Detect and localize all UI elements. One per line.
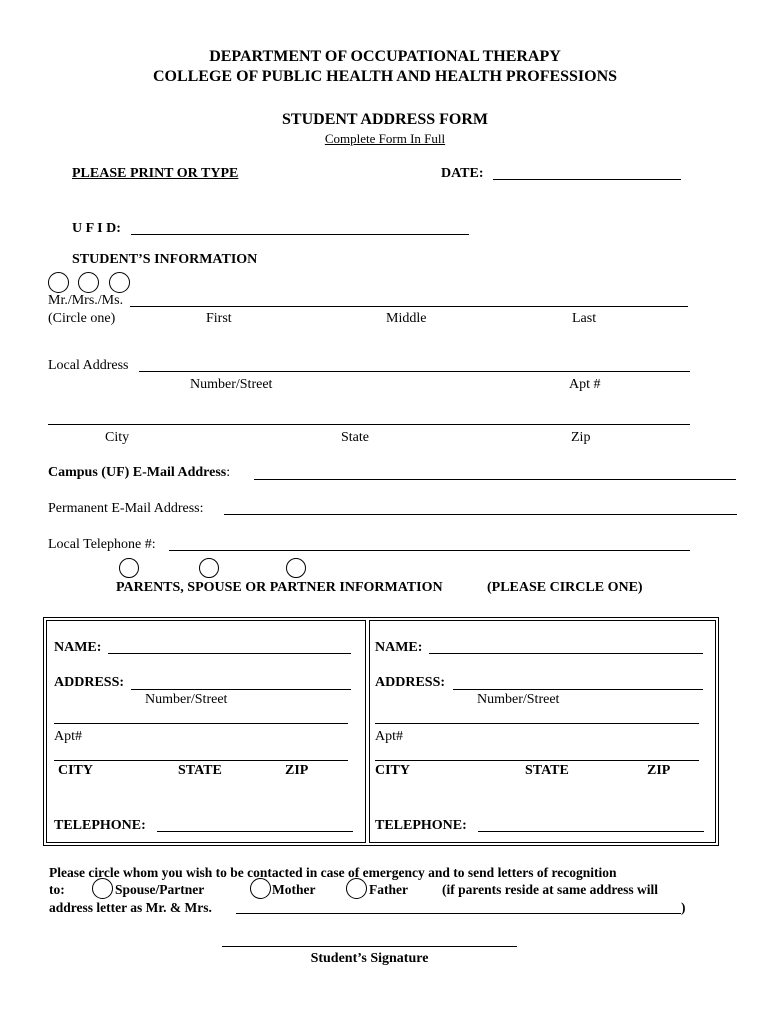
mr-mrs-close-paren: ) [681,900,686,915]
emergency-option-mother: Mother [272,882,316,897]
emergency-circle-spouse[interactable] [92,878,113,899]
first-name-hint: First [206,311,232,326]
campus-email-label-text: Campus (UF) E-Mail Address [48,465,227,480]
local-address-label: Local Address [48,358,129,373]
left-apt-label: Apt# [54,729,82,744]
student-section-title: STUDENT’S INFORMATION [72,252,258,267]
telephone-label: Local Telephone #: [48,537,156,552]
left-state-label: STATE [178,763,222,778]
emergency-circle-mother[interactable] [250,878,271,899]
state-hint: State [341,430,369,445]
parent-circle-1[interactable] [119,558,139,578]
mr-mrs-field[interactable] [236,913,681,914]
print-instruction: PLEASE PRINT OR TYPE [72,166,239,181]
parents-section-title: PARENTS, SPOUSE OR PARTNER INFORMATION [116,580,443,595]
left-zip-label: ZIP [285,763,309,778]
left-address-field[interactable] [131,689,351,690]
emergency-parenthetical: (if parents reside at same address will [442,882,658,897]
left-name-field[interactable] [108,653,351,654]
form-title: STUDENT ADDRESS FORM [282,111,488,128]
left-address-line2[interactable] [54,723,348,724]
telephone-field[interactable] [169,550,690,551]
campus-email-field[interactable] [254,479,736,480]
right-address-field[interactable] [453,689,703,690]
salutation-label: Mr./Mrs./Ms. [48,293,124,308]
right-state-label: STATE [525,763,569,778]
right-address-line2[interactable] [375,723,699,724]
city-hint: City [105,430,130,445]
right-apt-label: Apt# [375,729,403,744]
right-name-field[interactable] [429,653,703,654]
emergency-option-father: Father [369,882,408,897]
college-heading: COLLEGE OF PUBLIC HEALTH AND HEALTH PROFESSIONS [152,68,618,85]
date-label: DATE: [441,166,484,181]
right-address-label: ADDRESS: [375,675,446,690]
parents-circle-instruction: (PLEASE CIRCLE ONE) [487,580,643,595]
right-telephone-label: TELEPHONE: [375,818,467,833]
city-state-zip-field[interactable] [48,424,690,425]
left-telephone-label: TELEPHONE: [54,818,146,833]
circle-hint: (Circle one) [48,311,116,326]
left-address-label: ADDRESS: [54,675,125,690]
emergency-option-spouse: Spouse/Partner [115,882,205,897]
permanent-email-label: Permanent E-Mail Address: [48,501,204,516]
department-heading: DEPARTMENT OF OCCUPATIONAL THERAPY [209,48,561,65]
right-telephone-field[interactable] [478,831,704,832]
right-city-label: CITY [375,763,411,778]
right-name-label: NAME: [375,640,423,655]
local-address-field[interactable] [139,371,690,372]
left-telephone-field[interactable] [157,831,353,832]
street-hint: Number/Street [190,377,273,392]
left-apt-field[interactable] [54,760,348,761]
left-street-hint: Number/Street [145,692,228,707]
signature-label: Student’s Signature [310,951,429,966]
last-name-hint: Last [572,311,597,326]
student-name-field[interactable] [130,306,688,307]
salutation-circle-mrs[interactable] [78,272,99,293]
right-apt-field[interactable] [375,760,699,761]
parent-circle-2[interactable] [199,558,219,578]
emergency-instruction: Please circle whom you wish to be contacted in case of emergency and to send letters of recognition [49,865,617,880]
campus-email-label [48,465,230,481]
right-street-hint: Number/Street [477,692,560,707]
left-city-label: CITY [58,763,94,778]
ufid-field[interactable] [131,234,469,235]
salutation-circle-mr[interactable] [48,272,69,293]
campus-email-colon: : [226,465,231,480]
parent-circle-3[interactable] [286,558,306,578]
permanent-email-field[interactable] [224,514,737,515]
ufid-label: U F I D: [72,221,121,236]
apt-hint: Apt # [569,377,601,392]
left-name-label: NAME: [54,640,102,655]
date-field[interactable] [493,179,681,180]
right-zip-label: ZIP [647,763,671,778]
emergency-to-label: to: [49,882,65,897]
middle-name-hint: Middle [386,311,427,326]
zip-hint: Zip [571,430,591,445]
signature-field[interactable] [222,946,517,947]
form-subtitle: Complete Form In Full [324,131,446,146]
mr-mrs-label: address letter as Mr. & Mrs. [49,900,212,915]
salutation-circle-ms[interactable] [109,272,130,293]
emergency-circle-father[interactable] [346,878,367,899]
